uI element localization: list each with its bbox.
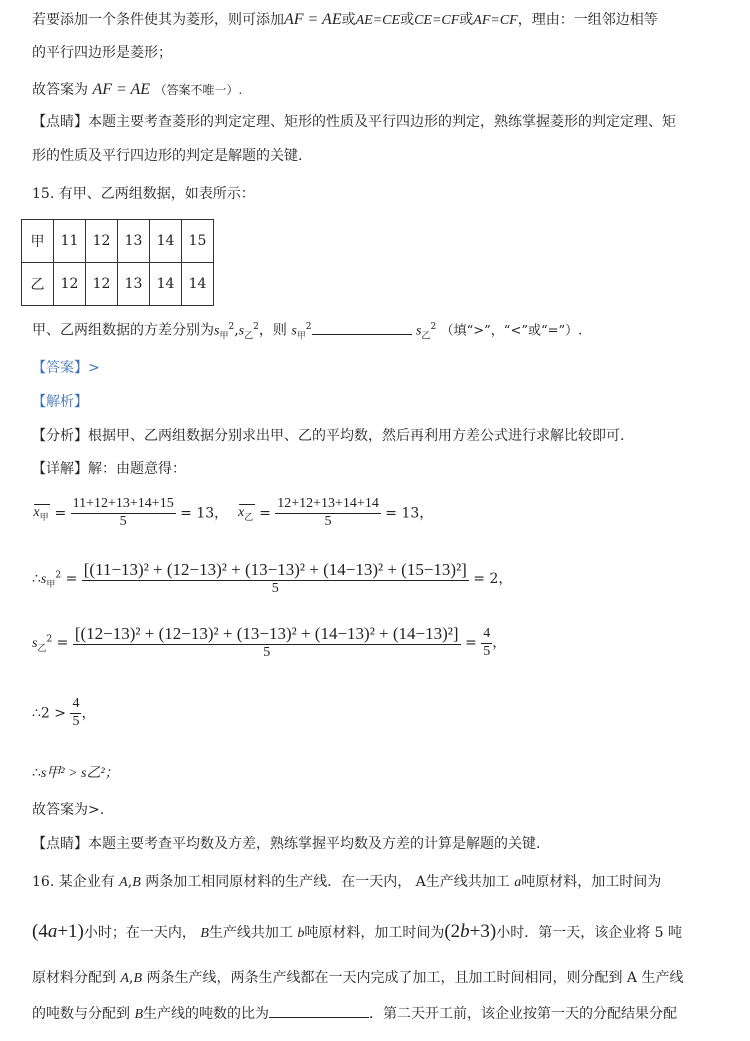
- conclusion: ∴s甲² > s乙²；: [32, 765, 119, 781]
- mean-formula: $x_甲$ = $\frac{11+12+13+14+15}{5}$ = 13， $x_乙$ = $\frac{12+12+13+14+14}{5}$ = 13，: [33, 496, 434, 529]
- text: 或: [341, 12, 356, 28]
- text: ，理由：一组邻边相等: [517, 12, 658, 28]
- text: = 13，: [385, 505, 434, 522]
- table-row: [22, 220, 214, 263]
- math-expression: AE=CE: [355, 13, 401, 28]
- fraction: $\frac{\text{[(11−13)² + (12−13)² + (13−13)² + (14−13)² + (15−13)²]}}{5}$: [83, 560, 467, 597]
- text-line: 【详解】解：由题意得：: [32, 461, 186, 477]
- text: 若要添加一个条件使其为菱形，则可添加: [32, 12, 284, 28]
- table-cell: 甲: [22, 220, 54, 263]
- math-expression: AF = AE: [92, 81, 151, 98]
- text-line: [32, 10, 658, 30]
- answer-blank[interactable]: [312, 334, 412, 335]
- table-cell: 12: [54, 263, 86, 306]
- text-line: 的吨数与分配到 B生产线的吨数的比为 ．第二天开工前，该企业按第一天的分配结果分配: [32, 1006, 678, 1022]
- text-line: 甲、乙两组数据的方差分别为$s_甲^2,s_乙^2$，则 $s_甲^2$ $s_乙^2$ （填“>”，“<”或“=”）.: [32, 322, 583, 342]
- math-expression: AF=CF: [473, 13, 518, 28]
- data-table: [21, 219, 214, 306]
- table-cell: 13: [118, 220, 150, 263]
- analysis-label: 【解析】: [32, 394, 88, 410]
- text: ，则: [258, 322, 287, 339]
- fraction: $\frac{11+12+13+14+15}{5}$: [72, 496, 174, 529]
- table-cell: 11: [54, 220, 86, 263]
- text-line: 【点睛】本题主要考查平均数及方差，熟练掌握平均数及方差的计算是解题的关键.: [32, 836, 541, 852]
- table-cell: 15: [182, 220, 214, 263]
- text: 或: [459, 12, 474, 28]
- text: = 13，: [180, 505, 229, 522]
- fraction: $\frac{4}{5}$: [483, 625, 491, 659]
- table-cell: 12: [86, 263, 118, 306]
- math-expression: AF = AE: [284, 11, 342, 28]
- x-bar-yi: $x_乙$: [237, 505, 254, 522]
- table-cell: 14: [150, 220, 182, 263]
- text: 故答案为: [32, 82, 88, 98]
- answer-blank[interactable]: [269, 1017, 369, 1018]
- fraction: $\frac{4}{5}$: [72, 696, 80, 729]
- fraction: $\frac{12+12+13+14+14}{5}$: [277, 496, 379, 529]
- variance-formula: $\therefore s_甲^2$ = $\frac{\text{[(11−13)² + (12−13)² + (13−13)² + (14−13)² + (15−13)²]}}{5}$ = 2，: [32, 560, 513, 597]
- text-line: 形的性质及平行四边形的判定是解题的关键.: [32, 148, 303, 164]
- text: 或: [400, 12, 415, 28]
- text-line: [32, 80, 242, 99]
- question-15: 15. 有甲、乙两组数据，如表所示：: [32, 186, 255, 202]
- comparison: ∴2 > $\frac{4}{5}$ ，: [32, 696, 96, 729]
- table-row: [22, 263, 214, 306]
- table-cell: 14: [182, 263, 214, 306]
- text: = 2，: [473, 571, 513, 588]
- text-line: 【分析】根据甲、乙两组数据分别求出甲、乙的平均数，然后再利用方差公式进行求解比较即可.: [32, 428, 625, 444]
- text-line: 的平行四边形是菱形；: [32, 45, 172, 61]
- text-line: (4a+1)小时；在一天内， B生产线共加工 b吨原材料，加工时间为(2b+3)小时．第一天，该企业将 5 吨: [32, 921, 683, 942]
- text: （答案不唯一）.: [154, 83, 243, 97]
- text-line: 故答案为>.: [32, 802, 105, 818]
- text: 甲、乙两组数据的方差分别为: [32, 322, 214, 339]
- text-line: 原材料分配到 A,B 两条生产线，两条生产线都在一天内完成了加工，且加工时间相同，则分配到 A 生产线: [32, 970, 684, 986]
- variance-formula: $s_乙^2$ = $\frac{\text{[(12−13)² + (12−13)² + (13−13)² + (14−13)² + (14−13)²]}}{5}$ = $\frac{4}{5}$ ，: [32, 624, 507, 661]
- question-16: 16. 某企业有 A,B 两条加工相同原材料的生产线．在一天内， A生产线共加工 a吨原材料，加工时间为: [32, 874, 662, 890]
- text-line: 【点睛】本题主要考查菱形的判定定理、矩形的性质及平行四边形的判定，熟练掌握菱形的判定定理、矩: [32, 114, 676, 130]
- table-cell: 13: [118, 263, 150, 306]
- x-bar-jia: $x_甲$: [33, 505, 49, 522]
- math-expression: CE=CF: [414, 13, 460, 28]
- fraction: $\frac{\text{[(12−13)² + (12−13)² + (13−13)² + (14−13)² + (14−13)²]}}{5}$: [74, 624, 459, 661]
- text: （填“>”，“<”或“=”）.: [440, 323, 583, 339]
- table-cell: 乙: [22, 263, 54, 306]
- table-cell: 14: [150, 263, 182, 306]
- table-cell: 12: [86, 220, 118, 263]
- answer-label: 【答案】>: [32, 360, 100, 376]
